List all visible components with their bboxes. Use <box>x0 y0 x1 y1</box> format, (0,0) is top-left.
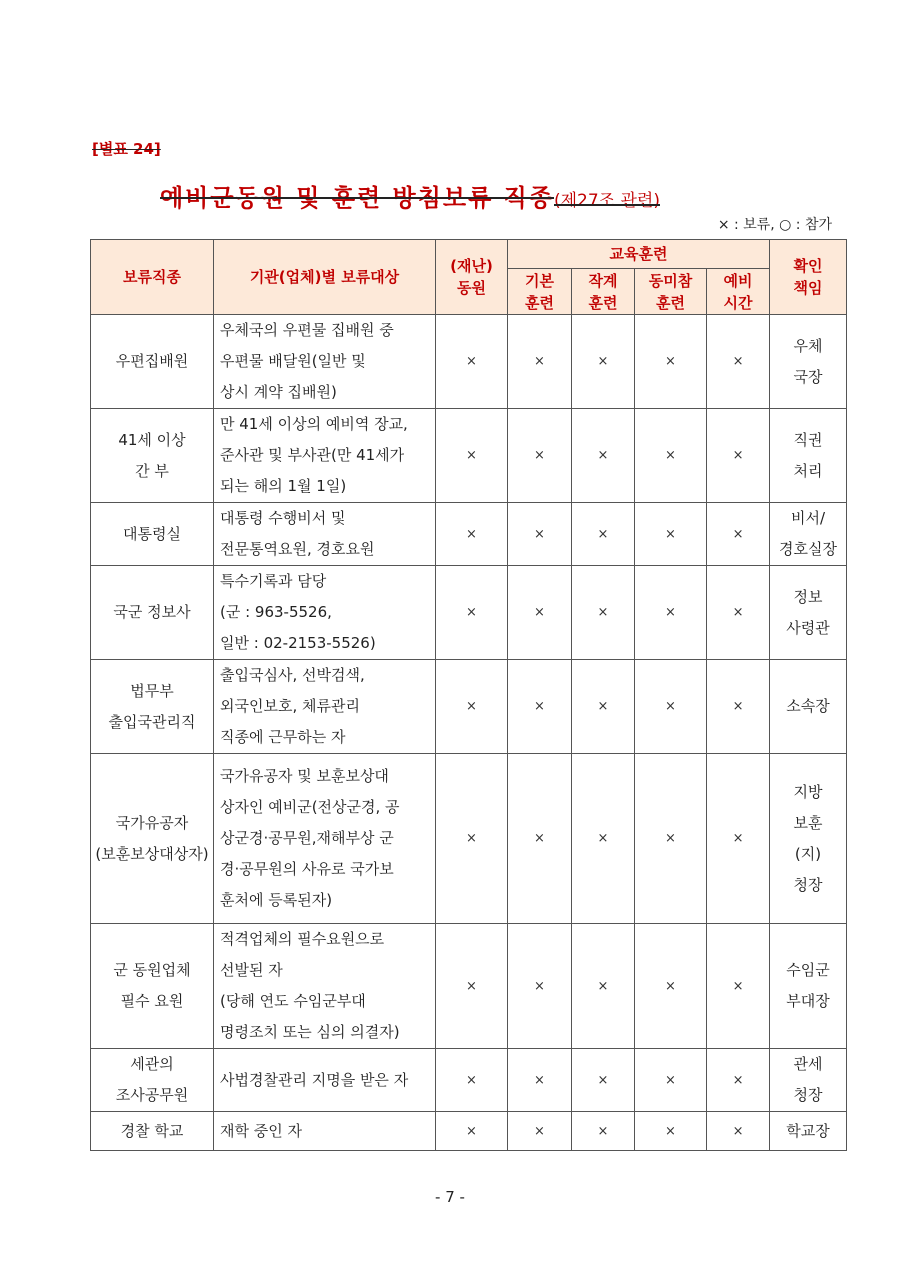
mark-cell: × <box>572 924 635 1049</box>
job-cell <box>91 409 214 503</box>
mark-cell: × <box>635 1049 707 1112</box>
header-mobilization-line: 동원 <box>457 279 486 297</box>
mark-cell: × <box>707 924 770 1049</box>
target-cell-line: 준사관 및 부사관(만 41세가 <box>220 446 405 464</box>
target-cell-line: 만 41세 이상의 예비역 장교, <box>220 415 408 433</box>
target-cell-line: 재학 중인 자 <box>220 1121 302 1140</box>
header-line: 훈련 <box>525 293 554 312</box>
job-cell-line: 41세 이상 <box>118 430 186 449</box>
mark-cell: × <box>572 660 635 754</box>
job-cell-line: 국군 정보사 <box>113 603 191 621</box>
job-cell-line: 간 부 <box>135 461 169 480</box>
header-line: 훈련 <box>588 293 618 312</box>
target-cell-line: 국가유공자 및 보훈보상대 <box>220 767 389 785</box>
mark-cell: × <box>436 1049 508 1112</box>
target-cell-line: 전문통역요원, 경호요원 <box>220 540 375 558</box>
target-cell-line: 선발된 자 <box>220 961 283 979</box>
mark-cell: × <box>707 409 770 503</box>
job-cell <box>91 1112 214 1151</box>
job-cell-line: 출입국관리직 <box>108 712 196 731</box>
mark-cell: × <box>707 1112 770 1151</box>
confirm-cell <box>770 566 847 660</box>
job-cell-line: (보훈보상대상자) <box>95 844 209 863</box>
mark-cell: × <box>635 924 707 1049</box>
mark-cell: × <box>436 924 508 1049</box>
target-cell <box>214 660 436 754</box>
mark-cell: × <box>508 754 572 924</box>
target-cell-line: 우편물 배달원(일반 및 <box>220 352 366 370</box>
table-row <box>91 1049 847 1112</box>
confirm-cell-line: 비서/ <box>791 509 826 527</box>
confirm-cell-line: 보훈 <box>793 813 823 832</box>
job-cell-line: 군 동원업체 <box>113 961 191 979</box>
target-cell-line: 우체국의 우편물 집배원 중 <box>220 321 394 339</box>
mark-cell: × <box>707 503 770 566</box>
header-job: 보류직종 <box>91 240 214 315</box>
confirm-cell <box>770 754 847 924</box>
header-line: 시간 <box>723 293 753 312</box>
mark-cell: × <box>436 409 508 503</box>
mark-cell: × <box>436 660 508 754</box>
target-cell-line: 되는 해의 1월 1일) <box>220 477 347 495</box>
target-cell-line: 훈처에 등록된자) <box>220 891 333 909</box>
job-cell-line: 법무부 <box>130 681 174 700</box>
mark-cell: × <box>436 1112 508 1151</box>
job-cell-line: 세관의 <box>130 1055 174 1073</box>
target-cell-line: 외국인보호, 체류관리 <box>220 697 360 715</box>
header-education: 교육훈련 <box>508 240 770 269</box>
title-main: 예비군동원 및 훈련 방침보류 직종 <box>160 184 554 212</box>
header-line: 기본 <box>525 271 554 290</box>
confirm-cell-line: 처리 <box>793 461 823 480</box>
job-cell <box>91 315 214 409</box>
mark-cell: × <box>635 315 707 409</box>
annex-label: [별표 24] <box>92 140 161 158</box>
job-cell-line: 국가유공자 <box>115 813 189 832</box>
confirm-cell-line: 청장 <box>793 1086 823 1104</box>
confirm-cell <box>770 924 847 1049</box>
mark-cell: × <box>508 315 572 409</box>
header-confirm-line: 확인 <box>793 257 823 275</box>
header-tactical <box>572 269 635 315</box>
target-cell <box>214 754 436 924</box>
job-cell <box>91 924 214 1049</box>
target-cell-line: (군 : 963-5526, <box>220 603 332 621</box>
target-cell-line: 사법경찰관리 지명을 받은 자 <box>220 1070 409 1089</box>
job-cell <box>91 660 214 754</box>
target-cell <box>214 503 436 566</box>
mark-cell: × <box>436 315 508 409</box>
confirm-cell-line: 국장 <box>793 367 823 386</box>
confirm-cell <box>770 1112 847 1151</box>
confirm-cell-line: 관세 <box>793 1055 823 1073</box>
header-confirm <box>770 240 847 315</box>
header-absentee <box>635 269 707 315</box>
page-number: - 7 - <box>435 1188 465 1206</box>
target-cell <box>214 566 436 660</box>
confirm-cell <box>770 660 847 754</box>
confirm-cell <box>770 503 847 566</box>
confirm-cell-line: 정보 <box>793 587 823 606</box>
target-cell <box>214 1112 436 1151</box>
target-cell-line: 일반 : 02-2153-5526) <box>220 634 376 652</box>
mark-cell: × <box>508 409 572 503</box>
job-cell-line: 조사공무원 <box>115 1086 189 1104</box>
confirm-cell <box>770 409 847 503</box>
mark-cell: × <box>707 660 770 754</box>
mark-cell: × <box>635 754 707 924</box>
header-line: 작계 <box>588 271 618 290</box>
job-cell-line: 대통령실 <box>123 524 181 543</box>
target-cell-line: 상군경·공무원,재해부상 군 <box>220 829 394 847</box>
mark-cell: × <box>572 1049 635 1112</box>
confirm-cell-line: 지방 <box>793 782 823 801</box>
mark-cell: × <box>635 409 707 503</box>
target-cell-line: 명령조치 또는 심의 의결자) <box>220 1023 400 1041</box>
target-cell <box>214 315 436 409</box>
target-cell-line: 특수기록과 담당 <box>220 572 327 590</box>
confirm-cell-line: 수임군 <box>786 961 830 979</box>
job-cell-line: 우편집배원 <box>115 352 189 370</box>
confirm-cell-line: 직권 <box>793 430 823 449</box>
mark-cell: × <box>635 1112 707 1151</box>
job-cell <box>91 754 214 924</box>
target-cell <box>214 1049 436 1112</box>
table-row <box>91 924 847 1049</box>
header-confirm-line: 책임 <box>793 279 823 297</box>
header-reserve-time <box>707 269 770 315</box>
target-cell-line: 상시 계약 집배원) <box>220 383 337 401</box>
title-sub: (제27조 관련) <box>554 191 660 211</box>
mark-cell: × <box>508 660 572 754</box>
mark-cell: × <box>508 1112 572 1151</box>
header-target: 기관(업체)별 보류대상 <box>214 240 436 315</box>
mark-cell: × <box>508 503 572 566</box>
mark-cell: × <box>572 503 635 566</box>
target-cell-line: 상자인 예비군(전상군경, 공 <box>220 798 400 816</box>
mark-cell: × <box>436 503 508 566</box>
target-cell-line: (당해 연도 수임군부대 <box>220 992 366 1010</box>
mark-cell: × <box>436 754 508 924</box>
job-cell <box>91 566 214 660</box>
table-row <box>91 566 847 660</box>
target-cell-line: 출입국심사, 선박검색, <box>220 666 365 684</box>
table-row <box>91 754 847 924</box>
header-line: 예비 <box>723 271 753 290</box>
target-cell-line: 적격업체의 필수요원으로 <box>220 930 385 948</box>
mark-cell: × <box>508 566 572 660</box>
header-basic <box>508 269 572 315</box>
table-row <box>91 1112 847 1151</box>
mark-cell: × <box>572 754 635 924</box>
target-cell <box>214 409 436 503</box>
target-cell-line: 경·공무원의 사유로 국가보 <box>220 860 394 878</box>
mark-cell: × <box>707 754 770 924</box>
mark-cell: × <box>635 503 707 566</box>
confirm-cell-line: 학교장 <box>786 1121 830 1140</box>
mark-cell: × <box>572 1112 635 1151</box>
mark-cell: × <box>572 315 635 409</box>
confirm-cell-line: 사령관 <box>786 618 830 637</box>
confirm-cell-line: 우체 <box>793 336 823 355</box>
job-cell-line: 필수 요원 <box>120 992 184 1010</box>
table-row <box>91 409 847 503</box>
target-cell <box>214 924 436 1049</box>
table-row <box>91 315 847 409</box>
mark-cell: × <box>707 1049 770 1112</box>
mark-cell: × <box>707 566 770 660</box>
confirm-cell-line: (지) <box>794 844 822 863</box>
confirm-cell-line: 경호실장 <box>779 540 838 558</box>
table-row <box>91 660 847 754</box>
deferment-table <box>90 239 847 1151</box>
target-cell-line: 직종에 근무하는 자 <box>220 728 346 746</box>
mark-cell: × <box>572 409 635 503</box>
mark-cell: × <box>508 924 572 1049</box>
confirm-cell <box>770 315 847 409</box>
job-cell-line: 경찰 학교 <box>120 1121 184 1140</box>
confirm-cell-line: 청장 <box>793 875 823 894</box>
mark-cell: × <box>635 660 707 754</box>
mark-cell: × <box>707 315 770 409</box>
confirm-cell-line: 소속장 <box>786 697 830 715</box>
job-cell <box>91 1049 214 1112</box>
mark-cell: × <box>508 1049 572 1112</box>
document-title <box>160 178 660 213</box>
confirm-cell-line: 부대장 <box>786 992 830 1010</box>
mark-cell: × <box>436 566 508 660</box>
header-mobilization-line: (재난) <box>450 257 493 275</box>
legend: × : 보류, ○ : 참가 <box>717 217 832 233</box>
header-mobilization <box>436 240 508 315</box>
confirm-cell <box>770 1049 847 1112</box>
mark-cell: × <box>572 566 635 660</box>
target-cell-line: 대통령 수행비서 및 <box>220 509 346 527</box>
table-row <box>91 503 847 566</box>
header-line: 동미참 <box>648 271 693 290</box>
job-cell <box>91 503 214 566</box>
header-line: 훈련 <box>656 293 685 312</box>
mark-cell: × <box>635 566 707 660</box>
